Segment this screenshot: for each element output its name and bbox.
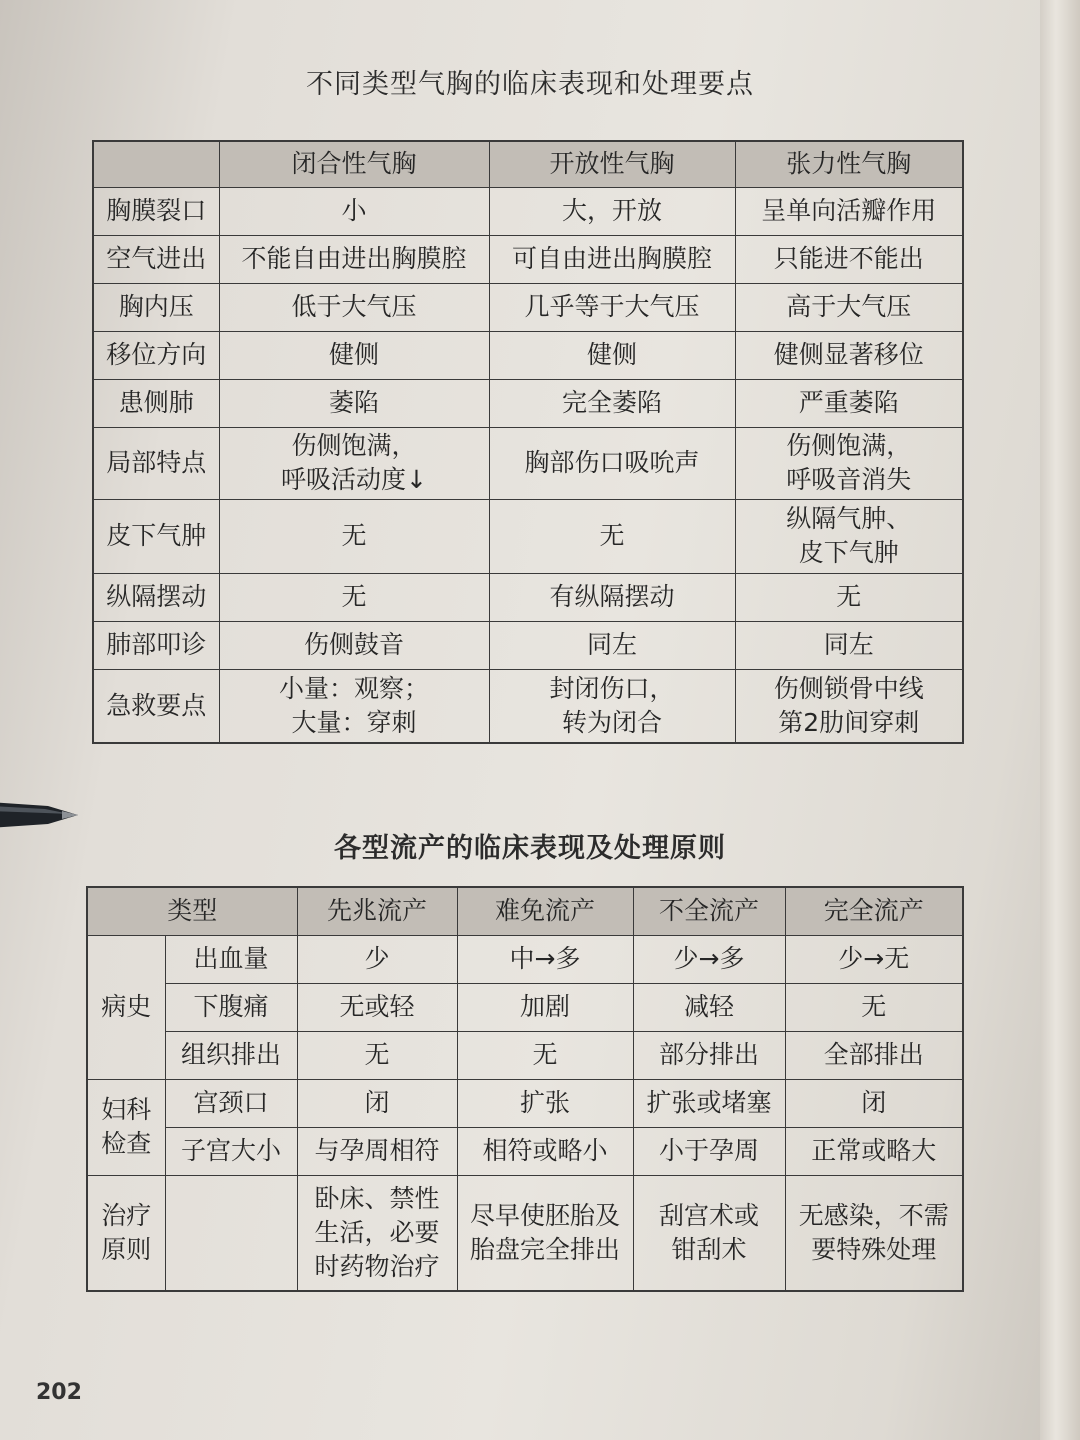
- header-cell: 难免流产: [457, 887, 633, 935]
- cell-line: 要特殊处理: [811, 1234, 937, 1264]
- header-cell: 不全流产: [633, 887, 785, 935]
- header-cell: 完全流产: [785, 887, 963, 935]
- table-row: [93, 621, 963, 669]
- table-cell: 少: [297, 935, 457, 983]
- table-cell: 扩张: [457, 1079, 633, 1127]
- row-label: 急救要点: [93, 669, 219, 743]
- table-header-row: [87, 887, 963, 935]
- abortion-table: [86, 886, 964, 1292]
- page-number: 202: [36, 1380, 82, 1405]
- table2-title: 各型流产的临床表现及处理原则: [334, 833, 726, 864]
- table-row: [93, 187, 963, 235]
- cell-line: 大量：穿刺: [291, 707, 417, 737]
- table-cell: 高于大气压: [735, 283, 963, 331]
- table-cell: [219, 669, 489, 743]
- table-row: [93, 669, 963, 743]
- table-cell: [735, 669, 963, 743]
- row-label: 组织排出: [165, 1031, 297, 1079]
- cell-line: 无感染，不需: [798, 1200, 949, 1230]
- cell-line: 原则: [101, 1234, 152, 1264]
- header-cell: 类型: [87, 887, 297, 935]
- table-cell: 低于大气压: [219, 283, 489, 331]
- cell-line: 呼吸音消失: [786, 465, 912, 494]
- table-cell: 无: [457, 1031, 633, 1079]
- table-cell: 小于孕周: [633, 1127, 785, 1175]
- group-label-treatment: [87, 1175, 165, 1291]
- table-cell: 无: [297, 1031, 457, 1079]
- table-cell: 萎陷: [219, 379, 489, 427]
- page-edge: [1040, 0, 1080, 1440]
- cell-line: 钳刮术: [671, 1234, 747, 1264]
- table-cell: 正常或略大: [785, 1127, 963, 1175]
- cell-line: 小量：观察；: [278, 673, 429, 703]
- header-cell: 先兆流产: [297, 887, 457, 935]
- cell-line: 卧床、禁性: [314, 1183, 440, 1213]
- table-row: [87, 1079, 963, 1127]
- cell-line: 胸部伤口吸吮声: [524, 448, 700, 477]
- group-label-exam: [87, 1079, 165, 1175]
- table-row: [93, 379, 963, 427]
- table-cell: 健侧: [219, 331, 489, 379]
- table-row: [87, 935, 963, 983]
- table-cell: [735, 499, 963, 573]
- row-label: 肺部叩诊: [93, 621, 219, 669]
- table-cell: 闭: [297, 1079, 457, 1127]
- table-cell: [457, 1175, 633, 1291]
- table-row: [87, 1127, 963, 1175]
- row-label: 皮下气肿: [93, 499, 219, 573]
- table-cell: 健侧显著移位: [735, 331, 963, 379]
- cell-line: 呼吸活动度↓: [281, 465, 427, 494]
- cell-line: 刮宫术或: [659, 1200, 760, 1230]
- cell-line: 治疗: [101, 1200, 152, 1230]
- table-cell: 全部排出: [785, 1031, 963, 1079]
- table-cell: [489, 669, 735, 743]
- table-row: [93, 235, 963, 283]
- table-row: [93, 573, 963, 621]
- table-cell: 同左: [735, 621, 963, 669]
- table-row: [93, 331, 963, 379]
- row-label: 下腹痛: [165, 983, 297, 1031]
- pneumothorax-table: [92, 140, 964, 744]
- cell-line: 伤侧锁骨中线: [773, 673, 924, 703]
- table-cell: 几乎等于大气压: [489, 283, 735, 331]
- cell-line: 纵隔气肿、: [786, 504, 912, 533]
- cell-line: 伤侧饱满，: [786, 431, 912, 460]
- table-cell: 完全萎陷: [489, 379, 735, 427]
- row-label: 患侧肺: [93, 379, 219, 427]
- cell-line: 检查: [101, 1129, 152, 1158]
- table-cell: [489, 427, 735, 499]
- table-cell: 无: [489, 499, 735, 573]
- table-cell: 相符或略小: [457, 1127, 633, 1175]
- cell-line: 封闭伤口，: [549, 673, 675, 703]
- table-cell: 呈单向活瓣作用: [735, 187, 963, 235]
- table1-title: 不同类型气胸的临床表现和处理要点: [306, 69, 754, 100]
- table-row: [87, 1031, 963, 1079]
- cell-line: 转为闭合: [561, 707, 662, 737]
- table-cell: 有纵隔摆动: [489, 573, 735, 621]
- table-cell: 健侧: [489, 331, 735, 379]
- table-cell: 无: [219, 573, 489, 621]
- table-cell: 无: [735, 573, 963, 621]
- table-cell: 减轻: [633, 983, 785, 1031]
- cell-line: 第2肋间穿刺: [778, 707, 920, 737]
- table-cell: 可自由进出胸膜腔: [489, 235, 735, 283]
- table-cell: 小: [219, 187, 489, 235]
- cell-line: 胎盘完全排出: [470, 1234, 621, 1264]
- header-cell: [93, 141, 219, 187]
- cell-line: 时药物治疗: [314, 1251, 440, 1281]
- table-cell: 伤侧鼓音: [219, 621, 489, 669]
- table-cell: 只能进不能出: [735, 235, 963, 283]
- table-cell: 不能自由进出胸膜腔: [219, 235, 489, 283]
- row-label: 局部特点: [93, 427, 219, 499]
- group-label-history: 病史: [87, 935, 165, 1079]
- table-cell: 中→多: [457, 935, 633, 983]
- table-row: [87, 983, 963, 1031]
- cell-line: 皮下气肿: [798, 538, 899, 567]
- table-header-row: [93, 141, 963, 187]
- table-cell: [785, 1175, 963, 1291]
- table-cell: 与孕周相符: [297, 1127, 457, 1175]
- row-label: 宫颈口: [165, 1079, 297, 1127]
- table-cell: 无: [219, 499, 489, 573]
- table-cell: 无: [785, 983, 963, 1031]
- table-row: [93, 427, 963, 499]
- row-label: 移位方向: [93, 331, 219, 379]
- cell-line: 尽早使胚胎及: [470, 1200, 621, 1230]
- table-cell: 部分排出: [633, 1031, 785, 1079]
- table-cell: [735, 427, 963, 499]
- table-cell: [633, 1175, 785, 1291]
- table-cell: 闭: [785, 1079, 963, 1127]
- row-label: 出血量: [165, 935, 297, 983]
- cell-line: 生活，必要: [314, 1217, 440, 1247]
- table-cell: [297, 1175, 457, 1291]
- table-cell: 严重萎陷: [735, 379, 963, 427]
- cell-line: 伤侧饱满，: [291, 431, 417, 460]
- table-cell: 大，开放: [489, 187, 735, 235]
- table-cell: 扩张或堵塞: [633, 1079, 785, 1127]
- table-cell: 无或轻: [297, 983, 457, 1031]
- table-row: [93, 283, 963, 331]
- table-cell: 少→无: [785, 935, 963, 983]
- header-cell: 闭合性气胸: [219, 141, 489, 187]
- row-label: 胸膜裂口: [93, 187, 219, 235]
- cell-line: 妇科: [101, 1095, 152, 1124]
- table-row: [93, 499, 963, 573]
- header-cell: 开放性气胸: [489, 141, 735, 187]
- table-cell: [219, 427, 489, 499]
- row-label: 子宫大小: [165, 1127, 297, 1175]
- row-label: 纵隔摆动: [93, 573, 219, 621]
- table-cell: 同左: [489, 621, 735, 669]
- header-cell: 张力性气胸: [735, 141, 963, 187]
- table-cell-empty: [165, 1175, 297, 1291]
- table-row: [87, 1175, 963, 1291]
- table-cell: 少→多: [633, 935, 785, 983]
- table-cell: 加剧: [457, 983, 633, 1031]
- row-label: 胸内压: [93, 283, 219, 331]
- row-label: 空气进出: [93, 235, 219, 283]
